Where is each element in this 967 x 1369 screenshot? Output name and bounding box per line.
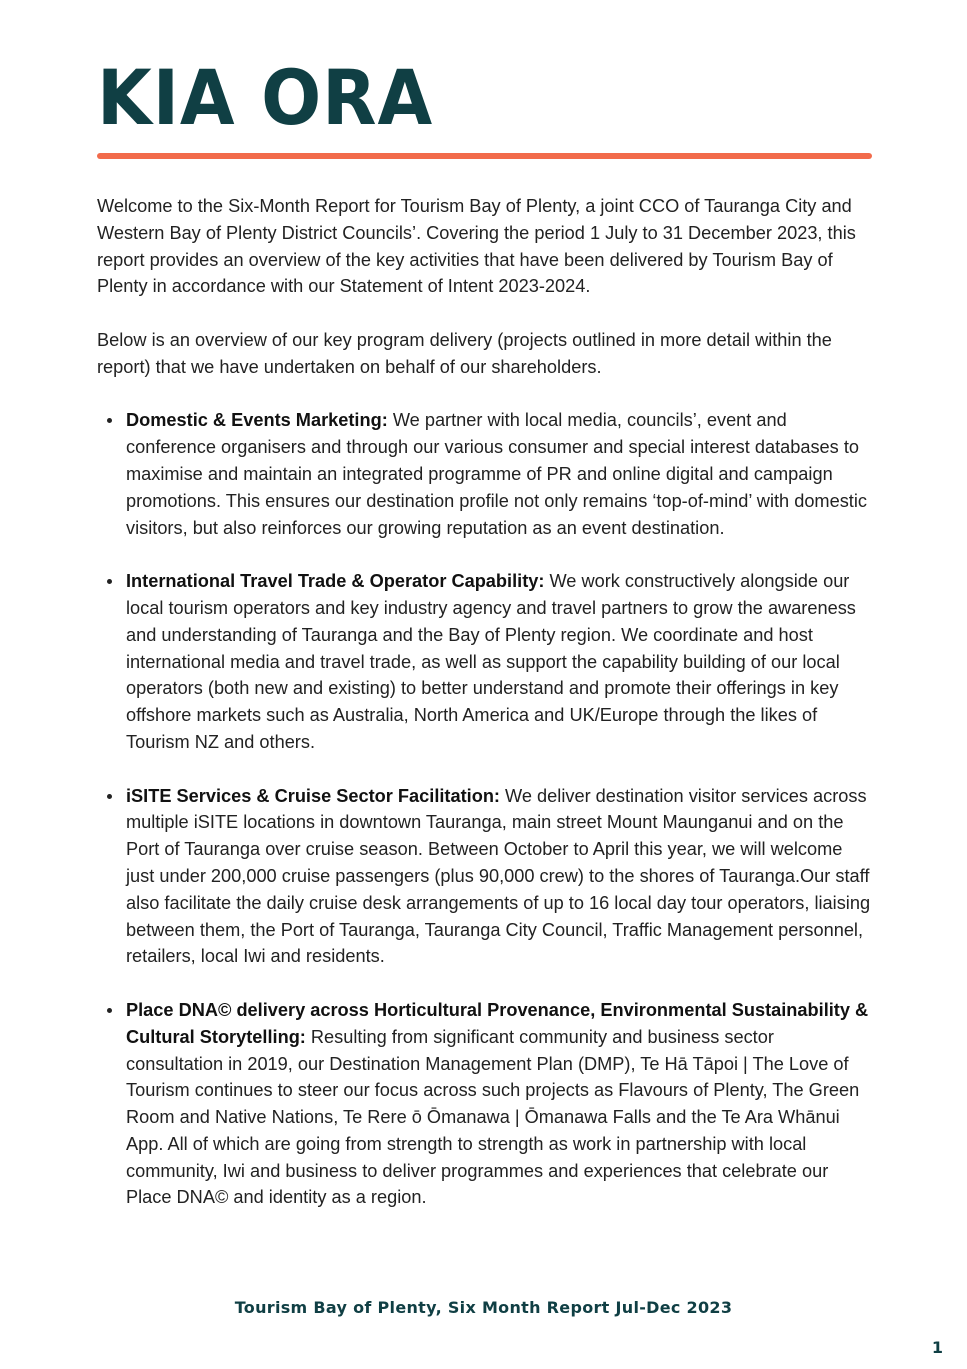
page-title: KIA ORA [97, 53, 434, 142]
list-item-domestic-events-marketing [97, 407, 875, 541]
bullet-icon [107, 579, 112, 584]
title-underline-rule [97, 153, 872, 159]
bullet-icon [107, 418, 112, 423]
page-number: 1 [931, 1338, 943, 1357]
footer-report-title: Tourism Bay of Plenty, Six Month Report Jul-Dec 2023 [234, 1298, 733, 1317]
bullet-text: We work constructively alongside our local tourism operators and key industry agency and travel partners to grow the awareness and understanding of Tauranga and the Bay of Plenty region. We coordinate and host international media and travel trade, as well as support the capability building of our local operators (both new and existing) to better understand and promote their offerings in key offshore markets such as Australia, North America and UK/Europe through the likes of Tourism NZ and others. [126, 571, 856, 752]
bullet-text: We partner with local media, councils’, event and conference organisers and through our various consumer and special interest databases to maximise and maintain an integrated programme of PR and online digital and campaign promotions. This ensures our destination profile not only remains ‘top-of-mind’ with domestic visitors, but also reinforces our growing reputation as an event destination. [126, 410, 867, 538]
program-delivery-list [97, 407, 875, 1211]
bullet-heading: iSITE Services & Cruise Sector Facilitation: [126, 785, 500, 806]
list-item-international-travel-trade [97, 568, 875, 756]
intro-paragraph-1: Welcome to the Six-Month Report for Tourism Bay of Plenty, a joint CCO of Tauranga City and Western Bay of Plenty District Councils’. Covering the period 1 July to 31 December 2023, this report provides an overview of the key activities that have been delivered by Tourism Bay of Plenty in accordance with our Statement of Intent 2023-2024. [97, 196, 856, 297]
bullet-text: Resulting from significant community and business sector consultation in 2019, our Destination Management Plan (DMP), Te Hā Tāpoi | The Love of Tourism continues to steer our focus across such projects as Flavours of Plenty, The Green Room and Native Nations, Te Rere ō Ōmanawa | Ōmanawa Falls and the Te Ara Whānui App. All of which are going from strength to strength as work in partnership with local community, Iwi and business to deliver programmes and experiences that celebrate our Place DNA© and identity as a region. [126, 1026, 860, 1208]
bullet-heading: Domestic & Events Marketing: [126, 410, 388, 431]
list-item-isite-cruise-facilitation [97, 783, 875, 971]
bullet-icon [107, 1008, 112, 1013]
report-body [97, 193, 875, 1238]
bullet-heading: Place DNA© delivery across Horticultural Provenance, Environmental Sustainability & Cultural Storytelling: [126, 999, 869, 1047]
intro-paragraph-2: Below is an overview of our key program delivery (projects outlined in more detail within the report) that we have undertaken on behalf of our shareholders. [97, 329, 832, 377]
bullet-heading: International Travel Trade & Operator Capability: [126, 571, 545, 592]
bullet-icon [107, 794, 112, 799]
bullet-text: We deliver destination visitor services across multiple iSITE locations in downtown Tauranga, main street Mount Maunganui and on the Port of Tauranga over cruise season. Between October to April this year, we will welcome just under 200,000 cruise passengers (plus 90,000 crew) to the shores of Tauranga.Our staff also facilitate the daily cruise desk arrangements of up to 16 local day tour operators, liaising between them, the Port of Tauranga, Tauranga City Council, Traffic Management personnel, retailers, local Iwi and residents. [126, 785, 871, 967]
list-item-place-dna-delivery [97, 997, 875, 1211]
